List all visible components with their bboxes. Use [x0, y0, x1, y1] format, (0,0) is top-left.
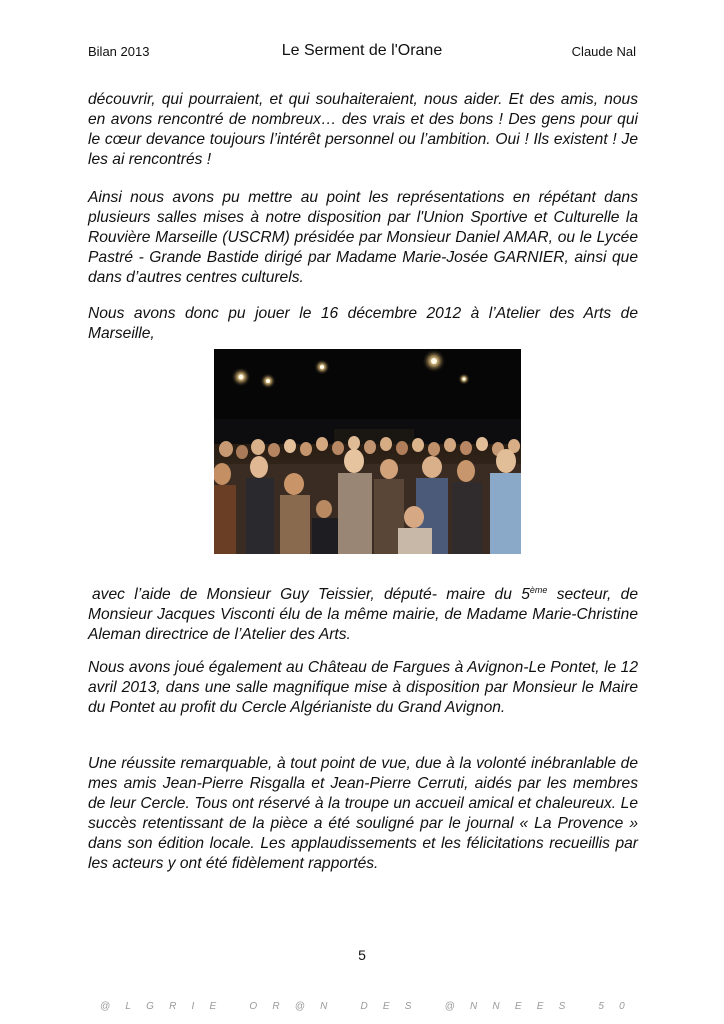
- audience-photo-image: [214, 349, 521, 554]
- footer-banner: @LGRIE OR@N DES @NNEES 50: [100, 1001, 640, 1012]
- paragraph-5: Nous avons joué également au Château de Fargues à Avignon-Le Pontet, le 12 avril 2013, dans une salle magnifique mise à disposition par Monsieur le Maire du Pontet au profit du Cercle Algérianiste du Grand Avignon.: [88, 659, 638, 716]
- page-number: 5: [358, 947, 366, 963]
- paragraph-6: Une réussite remarquable, à tout point de vue, due à la volonté inébranlable de mes amis Jean-Pierre Risgalla et Jean-Pierre Cerruti, aidés par les membres de leur Cercle. Tous ont réservé à la troupe un accueil amical et chaleureux. Le succès retentissant de la pièce a été souligné par le journal « La Provence » dans son édition locale. Les applaudissements et les félicitations recueillis par les acteurs y ont été fidèlement rapportés.: [88, 755, 638, 872]
- paragraph-3: Nous avons donc pu jouer le 16 décembre 2012 à l’Atelier des Arts de Marseille,: [88, 305, 638, 342]
- superscript-ordinal: ème: [529, 585, 548, 595]
- paragraph-4-end: secteur, de Monsieur Jacques Visconti élu de la même mairie, de Madame Marie-Christine Aleman directrice de l’Atelier des Arts.: [88, 586, 638, 644]
- audience-photo: [214, 349, 521, 554]
- paragraph-2: Ainsi nous avons pu mettre au point les représentations en répétant dans plusieurs salles mises à notre disposition par l'Union Sportive et Culturelle la Rouvière Marseille (USCRM) présidée par Monsieur Daniel AMAR, ou le Lycée Pastré - Grande Bastide dirigé par Madame Marie-Josée GARNIER, ainsi que dans d’autres centres culturels.: [88, 189, 638, 286]
- header-left: Bilan 2013: [88, 44, 150, 59]
- paragraph-1: découvrir, qui pourraient, et qui souhaiteraient, nous aider. Et des amis, nous en avons rencontré de nombreux… des vrais et des bons ! Des gens pour qui le cœur devance toujours l’intérêt personnel ou l’ambition. Oui ! Ils existent ! Je les ai rencontrés !: [88, 91, 638, 168]
- page-header: [88, 44, 636, 64]
- header-author: Claude Nal: [571, 44, 636, 59]
- paragraph-4: [88, 580, 638, 645]
- header-title: Le Serment de l'Orane: [281, 42, 443, 59]
- paragraph-4-start: avec l’aide de Monsieur Guy Teissier, député- maire du 5: [92, 586, 530, 604]
